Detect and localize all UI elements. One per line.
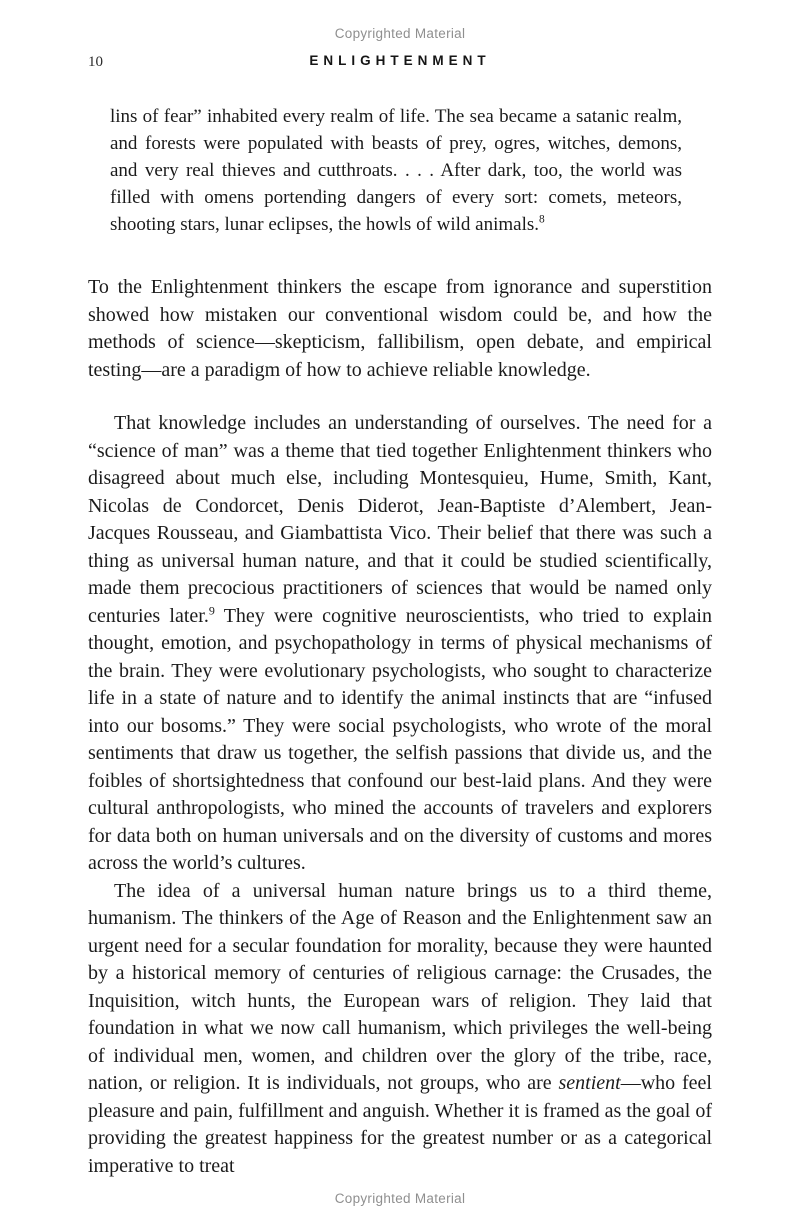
copyright-notice-bottom: Copyrighted Material xyxy=(334,1191,466,1206)
paragraph: The idea of a universal human nature brings us to a third theme, humanism. The thinkers of the Age of Reason and the Enlightenment saw an urgent need for a secular foundation for morality, because they were haunted by a historical memory of centuries of religious carnage: the Crusades, the Inquisition, witch hunts, the European wars of religion. They laid that foundation in what we now call humanism, which privileges the well-being of individual men, women, and children over the glory of the tribe, race, nation, or religion. It is individuals, not groups, who are sentient—who feel pleasure and pain, fulfillment and anguish. Whether it is framed as the goal of providing the greatest happiness for the greatest number or as a categorical imperative to treat xyxy=(88,879,712,1177)
body-paragraphs xyxy=(88,274,712,1180)
page-number: 10 xyxy=(88,54,103,70)
running-head-title: ENLIGHTENMENT xyxy=(309,53,491,68)
running-header xyxy=(0,53,800,75)
paragraph: To the Enlightenment thinkers the escape from ignorance and superstition showed how mistaken our conventional wisdom could be, and how the methods of science—skepticism, fallibilism, open debate, and empirical testing—are a paradigm of how to achieve reliable knowledge. xyxy=(88,276,712,381)
text-column xyxy=(88,103,712,1180)
paragraph: That knowledge includes an understanding of ourselves. The need for a “science of man” was a theme that tied together Enlightenment thinkers who disagreed about much else, including Montesquieu, Hume, Smith, Kant, Nicolas de Condorcet, Denis Diderot, Jean-Baptiste d’Alembert, Jean-Jacques Rousseau, and Giambattista Vico. Their belief that there was such a thing as universal human nature, and that it could be studied scientifically, made them precocious practitioners of sciences that would be named only centuries later.$^9$ They were cognitive neuroscientists, who tried to explain thought, emotion, and psychopathology in terms of physical mechanisms of the brain. They were evolutionary psychologists, who sought to characterize life in a state of nature and to identify the animal instincts that are “infused into our bosoms.” They were social psychologists, who wrote of the moral sentiments that draw us together, the selfish passions that divide us, and the foibles of shortsightedness that confound our best-laid plans. And they were cultural anthropologists, who mined the accounts of travelers and explorers for data both on human universals and on the diversity of customs and mores across the world’s cultures. xyxy=(88,412,712,874)
copyright-notice-top: Copyrighted Material xyxy=(334,26,466,41)
block-quote: lins of fear” inhabited every realm of life. The sea became a satanic realm, and forests were populated with beasts of prey, ogres, witches, demons, and very real thieves and cutthroats. . . . After dark, too, the world was filled with omens portending dangers of every sort: comets, meteors, shooting stars, lunar eclipses, the howls of wild animals.$^8$ xyxy=(110,106,682,235)
